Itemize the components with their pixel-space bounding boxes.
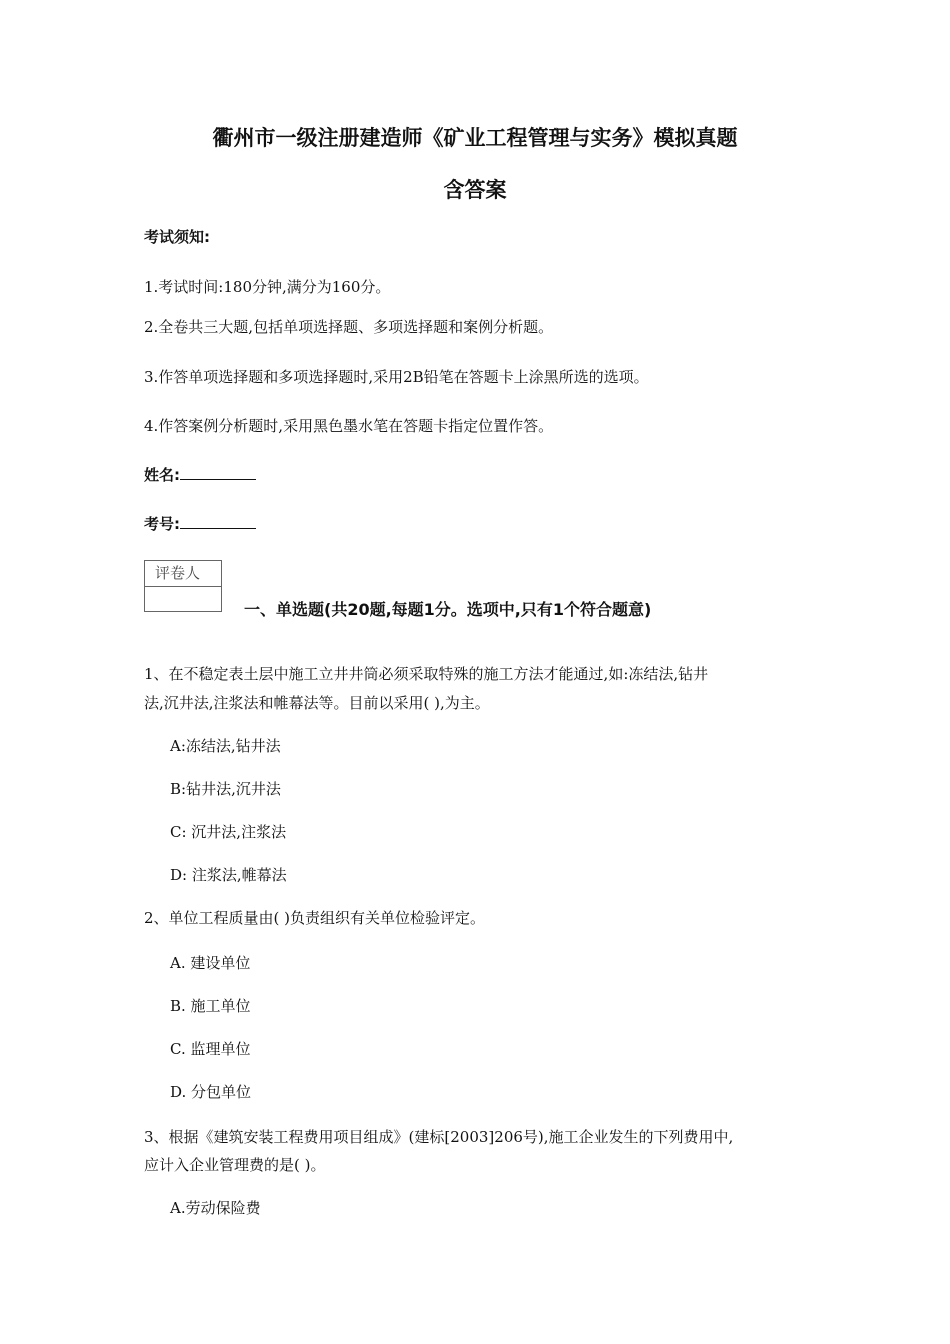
option: A.劳动保险费 [170,1199,261,1217]
option: D: 注浆法,帷幕法 [170,866,287,884]
option: A. 建设单位 [170,954,251,972]
grader-label: 评卷人 [145,561,221,587]
notice-item: 4.作答案例分析题时,采用黑色墨水笔在答题卡指定位置作答。 [144,417,554,435]
name-field [144,464,256,485]
section-title: 一、单选题(共20题,每题1分。选项中,只有1个符合题意) [244,600,652,619]
id-label: 考号: [144,515,180,533]
question-stem: 法,沉井法,注浆法和帷幕法等。目前以采用( ),为主。 [144,694,490,712]
question-stem: 2、单位工程质量由( )负责组织有关单位检验评定。 [144,909,486,927]
notice-item: 3.作答单项选择题和多项选择题时,采用2B铅笔在答题卡上涂黑所选的选项。 [144,368,649,386]
page-title: 衢州市一级注册建造师《矿业工程管理与实务》模拟真题 [212,126,738,150]
question-stem: 1、在不稳定表土层中施工立井井筒必须采取特殊的施工方法才能通过,如:冻结法,钻井 [144,665,709,683]
notice-item: 2.全卷共三大题,包括单项选择题、多项选择题和案例分析题。 [144,318,554,336]
question-stem: 应计入企业管理费的是( )。 [144,1156,326,1174]
page-subtitle: 含答案 [443,178,507,202]
id-field [144,513,256,534]
option: D. 分包单位 [170,1083,252,1101]
notice-item: 1.考试时间:180分钟,满分为160分。 [144,278,391,296]
name-blank [180,464,256,480]
name-label: 姓名: [144,466,180,484]
question-stem: 3、根据《建筑安装工程费用项目组成》(建标[2003]206号),施工企业发生的下列费用中, [144,1128,734,1146]
option: B. 施工单位 [170,997,251,1015]
grader-box [144,560,222,612]
id-blank [180,513,256,529]
option: B:钻井法,沉井法 [170,780,281,798]
option: C: 沉井法,注浆法 [170,823,287,841]
option: C. 监理单位 [170,1040,251,1058]
option: A:冻结法,钻井法 [170,737,281,755]
notice-heading: 考试须知: [144,228,210,246]
